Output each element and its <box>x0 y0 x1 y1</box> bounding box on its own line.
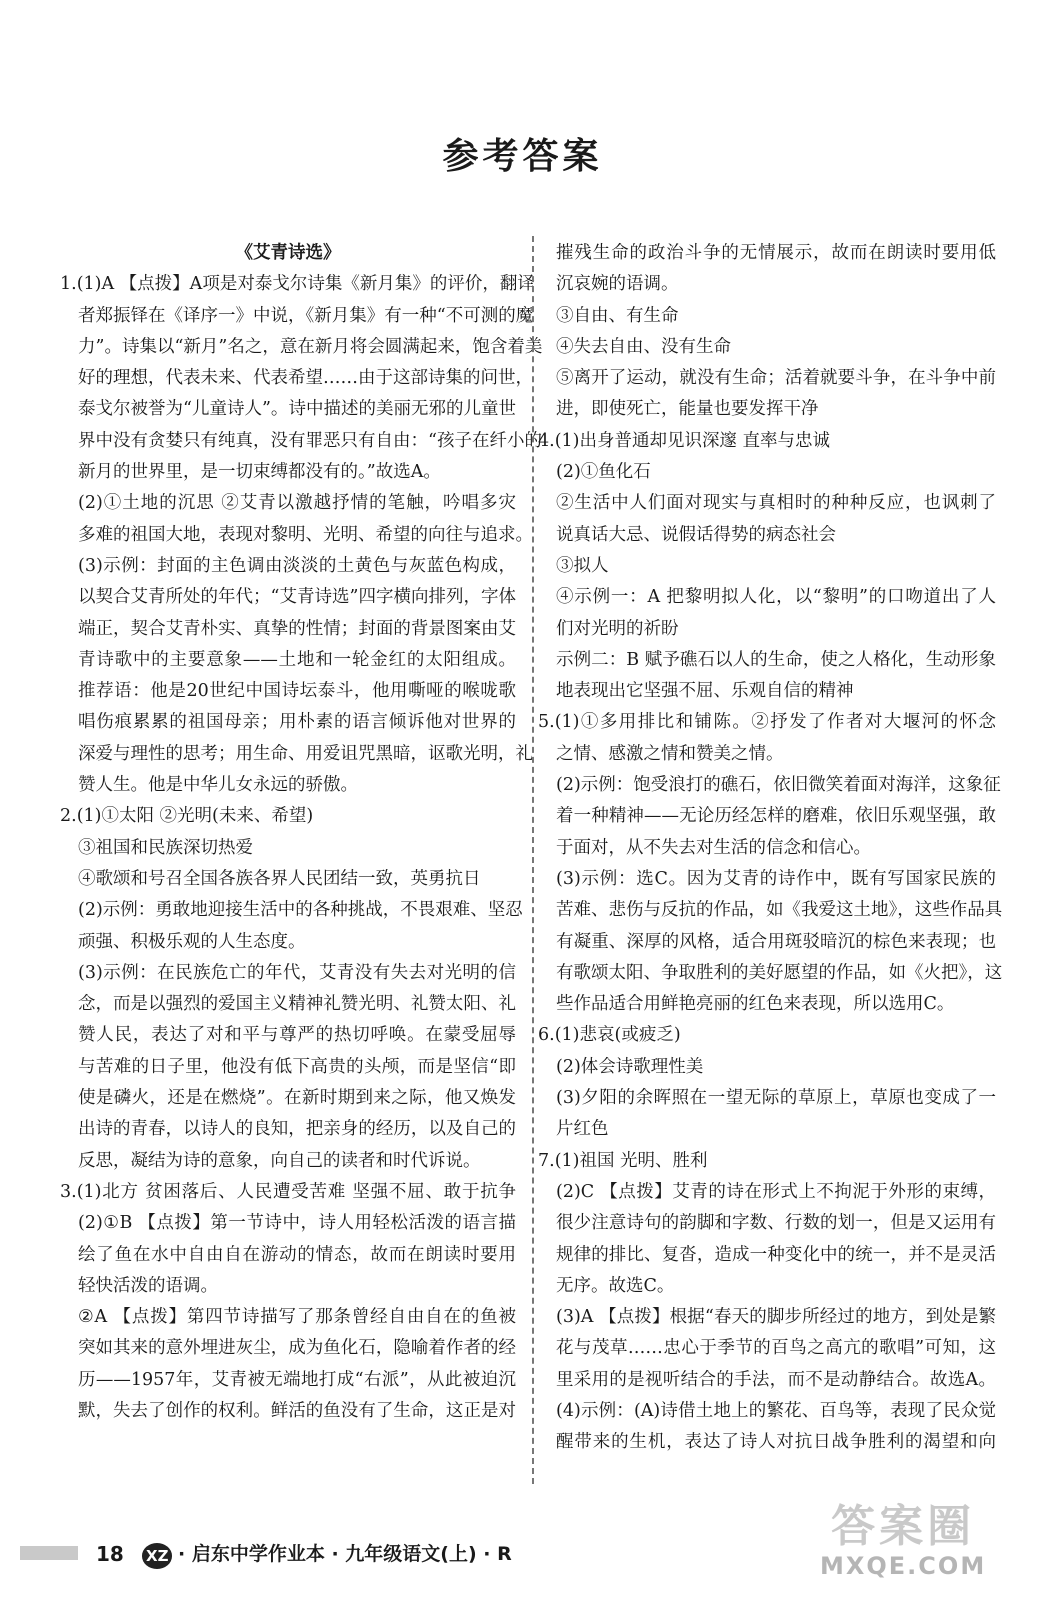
text-line: 界中没有贪婪只有纯真，没有罪恶只有自由：“孩子在纤小的 <box>78 430 542 451</box>
text-line: 唱伤痕累累的祖国母亲；用朴素的语言倾诉他对世界的 <box>78 712 516 733</box>
text-line: 沉哀婉的语调。 <box>556 274 679 295</box>
text-line: 力”。诗集以“新月”名之，意在新月将会圆满起来，饱含着美 <box>78 336 543 357</box>
text-line: 青诗歌中的主要意象——土地和一轮金红的太阳组成。 <box>78 649 516 670</box>
text-line: 着一种精神——无论历经怎样的磨难，依旧乐观坚强，敢 <box>556 806 996 827</box>
text-line: (2)C 【点拨】艾青的诗在形式上不拘泥于外形的束缚， <box>556 1181 996 1202</box>
left-column <box>60 238 543 1427</box>
text-line: 2.(1)①太阳 ②光明(未来、希望) <box>60 806 314 827</box>
text-line: (3)夕阳的余晖照在一望无际的草原上，草原也变成了一 <box>556 1088 996 1109</box>
text-line: 多难的祖国大地，表现对黎明、光明、希望的向往与追求。 <box>78 524 533 545</box>
text-line: 1.(1)A 【点拨】A项是对泰戈尔诗集《新月集》的评价，翻译 <box>60 274 535 295</box>
text-line: 使是磷火，还是在燃烧”。在新时期到来之际，他又焕发 <box>78 1088 516 1109</box>
text-line: 苦难、悲伤与反抗的作品，如《我爱这土地》，这些作品具 <box>556 900 1003 921</box>
text-line: 4.(1)出身普通却见识深邃 直率与忠诚 <box>538 430 831 451</box>
text-line: 有歌颂太阳、争取胜利的美好愿望的作品，如《火把》，这 <box>556 962 1003 983</box>
text-line: (3)示例：封面的主色调由淡淡的土黄色与灰蓝色构成， <box>78 555 516 576</box>
page-title: 参考答案 <box>442 136 603 177</box>
text-line: (4)示例：(A)诗借土地上的繁花、百鸟等，表现了民众觉 <box>556 1400 996 1421</box>
watermark-url: MXQE.COM <box>820 1552 987 1580</box>
text-line: 反思，凝结为诗的意象，向自己的读者和时代诉说。 <box>78 1150 481 1171</box>
text-line: 泰戈尔被誉为“儿童诗人”。诗中描述的美丽无邪的儿童世 <box>78 399 516 420</box>
text-line: (2)示例：饱受浪打的礁石，依旧微笑着面对海洋，这象征 <box>556 775 1001 796</box>
text-line: ⑤离开了运动，就没有生命；活着就要斗争，在斗争中前 <box>556 368 996 389</box>
text-line: 们对光明的祈盼 <box>556 618 679 639</box>
section-heading: 《艾青诗选》 <box>235 243 341 263</box>
text-line: (2)①B 【点拨】第一节诗中，诗人用轻松活泼的语言描 <box>78 1213 516 1234</box>
text-line: 6.(1)悲哀(或疲乏) <box>538 1025 681 1046</box>
publisher-logo: XZ <box>142 1543 172 1569</box>
text-line: (3)示例：在民族危亡的年代，艾青没有失去对光明的信 <box>78 962 516 983</box>
text-line: 于面对，从不失去对生活的信念和信心。 <box>556 837 871 858</box>
text-line: 示例二：B 赋予礁石以人的生命，使之人格化，生动形象 <box>556 649 996 670</box>
footer-bar <box>20 1546 78 1560</box>
text-line: 之情、感激之情和赞美之情。 <box>556 743 784 764</box>
text-line: 赞人生。他是中华儿女永远的骄傲。 <box>78 775 358 796</box>
text-line: 5.(1)①多用排比和铺陈。②抒发了作者对大堰河的怀念 <box>538 712 996 733</box>
text-line: 摧残生命的政治斗争的无情展示，故而在朗读时要用低 <box>556 243 996 263</box>
column-divider <box>532 236 534 1484</box>
text-line: 进，即使死亡，能量也要发挥干净 <box>556 399 819 420</box>
text-line: 说真话大忌、说假话得势的病态社会 <box>556 524 836 545</box>
text-line: 者郑振铎在《译序一》中说，《新月集》有一种“不可测的魔 <box>78 305 534 326</box>
text-line: (2)示例：勇敢地迎接生活中的各种挑战，不畏艰难、坚忍 <box>78 900 523 921</box>
text-line: 深爱与理性的思考；用生命、用爱诅咒黑暗，讴歌光明，礼 <box>78 743 533 764</box>
text-line: (3)示例：选C。因为艾青的诗作中，既有写国家民族的 <box>556 868 996 889</box>
text-line: (2)①鱼化石 <box>556 462 651 483</box>
text-line: 顽强、积极乐观的人生态度。 <box>78 931 306 952</box>
text-line: 轻快活泼的语调。 <box>78 1275 218 1296</box>
text-line: ③祖国和民族深切热爱 <box>78 837 253 858</box>
text-line: 出诗的青春，以诗人的良知，把亲身的经历，以及自己的 <box>78 1119 516 1140</box>
text-line: 些作品适合用鲜艳亮丽的红色来表现，所以选用C。 <box>556 994 955 1015</box>
text-line: 历——1957年，艾青被无端地打成“右派”，从此被迫沉 <box>78 1369 516 1390</box>
text-line: 7.(1)祖国 光明、胜利 <box>538 1150 708 1171</box>
text-line: 无序。故选C。 <box>556 1275 675 1296</box>
right-column <box>538 238 1003 1459</box>
text-line: (3)A 【点拨】根据“春天的脚步所经过的地方，到处是繁 <box>556 1307 996 1328</box>
text-line: 与苦难的日子里，他没有低下高贵的头颅，而是坚信“即 <box>78 1056 516 1077</box>
text-line: ②生活中人们面对现实与真相时的种种反应，也讽刺了 <box>556 493 996 514</box>
text-line: 以契合艾青所处的年代；“艾青诗选”四字横向排列，字体 <box>78 587 516 608</box>
text-line: (2)体会诗歌理性美 <box>556 1056 704 1077</box>
text-line: 片红色 <box>556 1119 609 1140</box>
watermark <box>820 1490 986 1580</box>
text-line: 端正，契合艾青朴实、真挚的性情；封面的背景图案由艾 <box>78 618 516 639</box>
text-line: 好的理想，代表未来、代表希望……由于这部诗集的问世， <box>78 368 533 389</box>
text-line: 新月的世界里，是一切束缚都没有的。”故选A。 <box>78 462 441 483</box>
book-series-title: · 启东中学作业本 · 九年级语文(上) · R <box>178 1543 512 1565</box>
text-line: ③拟人 <box>556 555 609 576</box>
text-line: 赞人民，表达了对和平与尊严的热切呼唤。在蒙受屈辱 <box>78 1025 516 1046</box>
text-line: (2)①土地的沉思 ②艾青以激越抒情的笔触，吟唱多灾 <box>78 493 516 514</box>
text-line: 3.(1)北方 贫困落后、人民遭受苦难 坚强不屈、敢于抗争 <box>60 1181 516 1202</box>
text-line: 地表现出它坚强不屈、乐观自信的精神 <box>556 681 854 702</box>
text-line: 规律的排比、复沓，造成一种变化中的统一，并不是灵活 <box>556 1244 996 1265</box>
text-line: 推荐语：他是20世纪中国诗坛泰斗，他用嘶哑的喉咙歌 <box>78 681 516 702</box>
text-line: 绘了鱼在水中自由自在游动的情态，故而在朗读时要用 <box>78 1244 516 1265</box>
text-line: ④示例一：A 把黎明拟人化，以“黎明”的口吻道出了人 <box>556 587 996 608</box>
text-line: ④歌颂和号召全国各族各界人民团结一致，英勇抗日 <box>78 868 481 889</box>
page-number: 18 <box>96 1542 124 1566</box>
text-line: 里采用的是视听结合的手法，而不是动静结合。故选A。 <box>556 1369 996 1390</box>
text-line: 默，失去了创作的权利。鲜活的鱼没有了生命，这正是对 <box>78 1400 516 1421</box>
text-line: ③自由、有生命 <box>556 305 679 326</box>
text-line: 有凝重、深厚的风格，适合用斑驳暗沉的棕色来表现；也 <box>556 931 996 952</box>
watermark-text: 答案圈 <box>831 1501 976 1552</box>
text-line: 花与茂草……忠心于季节的百鸟之高亢的歌唱”可知，这 <box>556 1338 996 1359</box>
text-line: ②A 【点拨】第四节诗描写了那条曾经自由自在的鱼被 <box>78 1307 516 1328</box>
text-line: 醒带来的生机，表达了诗人对抗日战争胜利的渴望和向 <box>556 1432 996 1453</box>
text-line: ④失去自由、没有生命 <box>556 336 731 357</box>
text-line: 突如其来的意外埋进灰尘，成为鱼化石，隐喻着作者的经 <box>78 1338 516 1359</box>
text-line: 很少注意诗句的韵脚和字数、行数的划一，但是又运用有 <box>556 1213 996 1234</box>
text-line: 念，而是以强烈的爱国主义精神礼赞光明、礼赞太阳、礼 <box>78 994 516 1015</box>
